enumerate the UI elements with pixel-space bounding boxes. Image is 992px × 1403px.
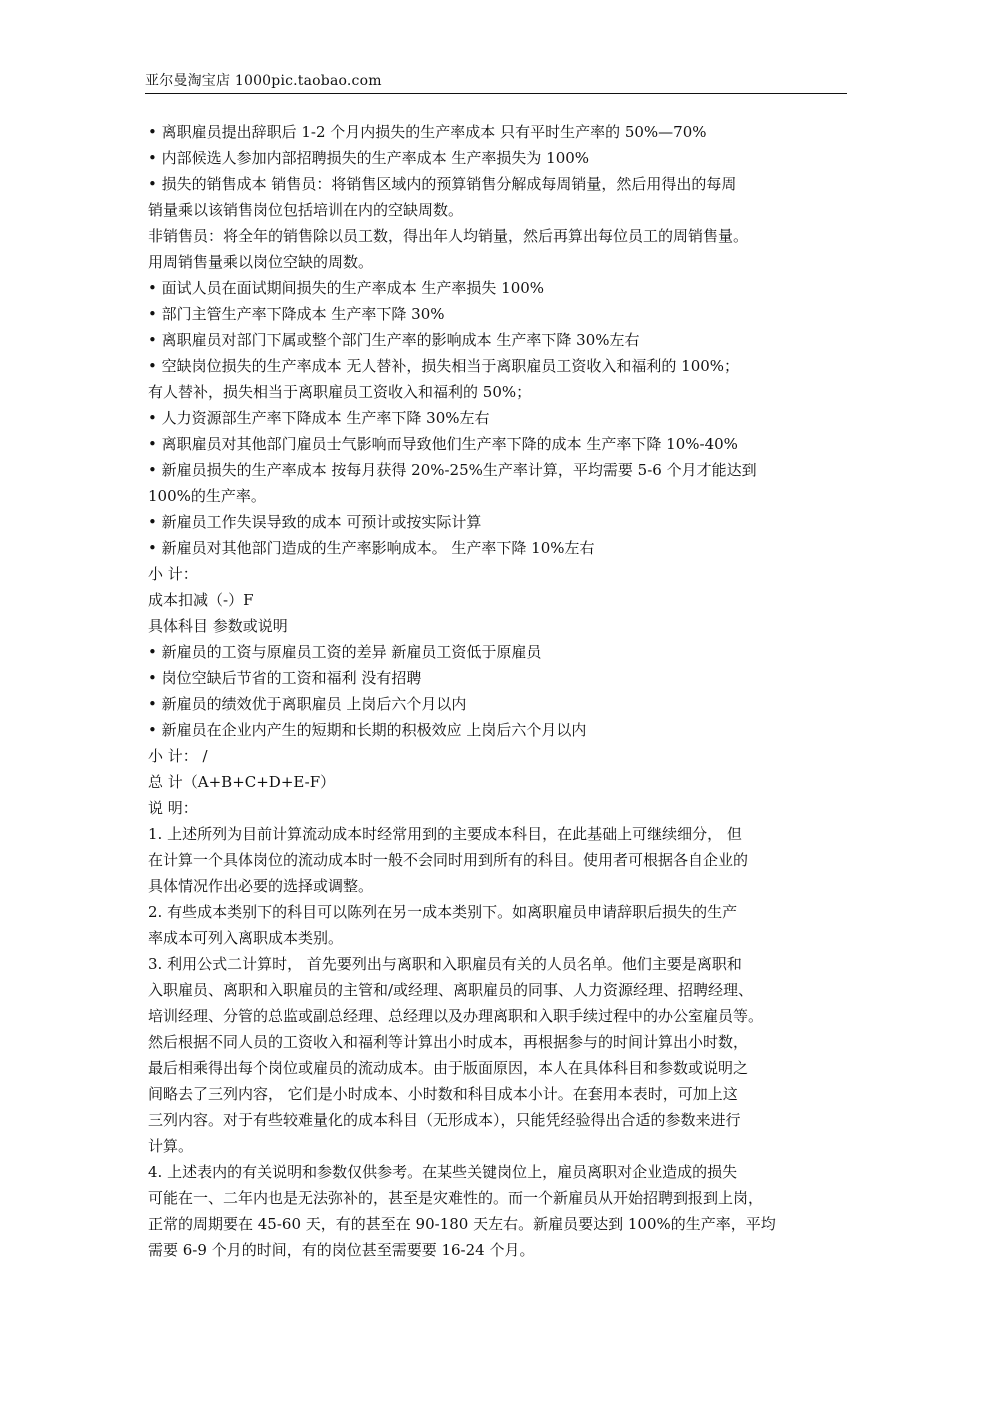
text-line: 最后相乘得出每个岗位或雇员的流动成本。由于版面原因，本人在具体科目和参数或说明之	[148, 1059, 749, 1077]
text-line: 具体科目 参数或说明	[148, 617, 288, 635]
text-line: • 岗位空缺后节省的工资和福利 没有招聘	[148, 669, 422, 687]
text-line: • 新雇员对其他部门造成的生产率影响成本。 生产率下降 10%左右	[148, 539, 595, 557]
text-line: • 新雇员工作失误导致的成本 可预计或按实际计算	[148, 513, 482, 531]
text-line: 入职雇员、离职和入职雇员的主管和/或经理、离职雇员的同事、人力资源经理、招聘经理、	[148, 981, 754, 999]
text-line: 有人替补，损失相当于离职雇员工资收入和福利的 50%；	[148, 383, 532, 401]
text-line: 用周销售量乘以岗位空缺的周数。	[148, 253, 374, 271]
text-line: 总 计（A+B+C+D+E-F）	[148, 773, 336, 791]
text-line: 非销售员：将全年的销售除以员工数，得出年人均销量，然后再算出每位员工的周销售量。	[148, 227, 749, 245]
text-line: 具体情况作出必要的选择或调整。	[148, 877, 374, 895]
text-line: 100%的生产率。	[148, 487, 266, 505]
text-line: • 损失的销售成本 销售员：将销售区域内的预算销售分解成每周销量，然后用得出的每周	[148, 175, 737, 193]
text-line: 说 明：	[148, 799, 198, 817]
text-line: • 空缺岗位损失的生产率成本 无人替补，损失相当于离职雇员工资收入和福利的 100%；	[148, 357, 740, 375]
text-line: • 人力资源部生产率下降成本 生产率下降 30%左右	[148, 409, 490, 427]
text-line: • 离职雇员提出辞职后 1-2 个月内损失的生产率成本 只有平时生产率的 50%—70%	[148, 123, 707, 141]
text-line: 2. 有些成本类别下的科目可以陈列在另一成本类别下。如离职雇员申请辞职后损失的生产	[148, 903, 738, 921]
text-line: • 新雇员的绩效优于离职雇员 上岗后六个月以内	[148, 695, 467, 713]
text-line: • 离职雇员对其他部门雇员士气影响而导致他们生产率下降的成本 生产率下降 10%-40%	[148, 435, 738, 453]
text-line: 计算。	[148, 1137, 194, 1155]
text-line: 1. 上述所列为目前计算流动成本时经常用到的主要成本科目，在此基础上可继续细分， 但	[148, 825, 742, 843]
text-line: 率成本可列入离职成本类别。	[148, 929, 344, 947]
text-line: • 内部候选人参加内部招聘损失的生产率成本 生产率损失为 100%	[148, 149, 590, 167]
text-line: • 新雇员在企业内产生的短期和长期的积极效应 上岗后六个月以内	[148, 721, 587, 739]
text-line: • 离职雇员对部门下属或整个部门生产率的影响成本 生产率下降 30%左右	[148, 331, 640, 349]
text-line: 3. 利用公式二计算时， 首先要列出与离职和入职雇员有关的人员名单。他们主要是离职和	[148, 955, 742, 973]
text-line: • 面试人员在面试期间损失的生产率成本 生产率损失 100%	[148, 279, 545, 297]
text-line: 三列内容。对于有些较难量化的成本科目（无形成本），只能凭经验得出合适的参数来进行	[148, 1111, 741, 1129]
text-line: 4. 上述表内的有关说明和参数仅供参考。在某些关键岗位上，雇员离职对企业造成的损失	[148, 1163, 738, 1181]
header-divider	[145, 93, 847, 94]
text-line: 培训经理、分管的总监或副总经理、总经理以及办理离职和入职手续过程中的办公室雇员等。	[148, 1007, 764, 1025]
text-line: 可能在一、二年内也是无法弥补的，甚至是灾难性的。而一个新雇员从开始招聘到报到上岗，	[148, 1189, 764, 1207]
text-line: 销量乘以该销售岗位包括培训在内的空缺周数。	[148, 201, 464, 219]
text-line: 成本扣减（-）F	[148, 591, 254, 609]
text-line: 正常的周期要在 45-60 天，有的甚至在 90-180 天左右。新雇员要达到 100%的生产率，平均	[148, 1215, 776, 1233]
text-line: • 新雇员损失的生产率成本 按每月获得 20%-25%生产率计算，平均需要 5-6 个月才能达到	[148, 461, 757, 479]
text-line: 然后根据不同人员的工资收入和福利等计算出小时成本，再根据参与的时间计算出小时数，	[148, 1033, 749, 1051]
page-header: 亚尔曼淘宝店 1000pic.taobao.com	[145, 73, 382, 89]
text-line: 在计算一个具体岗位的流动成本时一般不会同时用到所有的科目。使用者可根据各自企业的	[148, 851, 749, 869]
text-line: 小 计： /	[148, 747, 208, 765]
text-line: • 部门主管生产率下降成本 生产率下降 30%	[148, 305, 445, 323]
text-line: • 新雇员的工资与原雇员工资的差异 新雇员工资低于原雇员	[148, 643, 542, 661]
text-line: 小 计：	[148, 565, 198, 583]
document-body	[148, 119, 853, 1263]
text-line: 需要 6-9 个月的时间，有的岗位甚至需要要 16-24 个月。	[148, 1241, 535, 1259]
text-line: 间略去了三列内容， 它们是小时成本、小时数和科目成本小计。在套用本表时，可加上这	[148, 1085, 738, 1103]
